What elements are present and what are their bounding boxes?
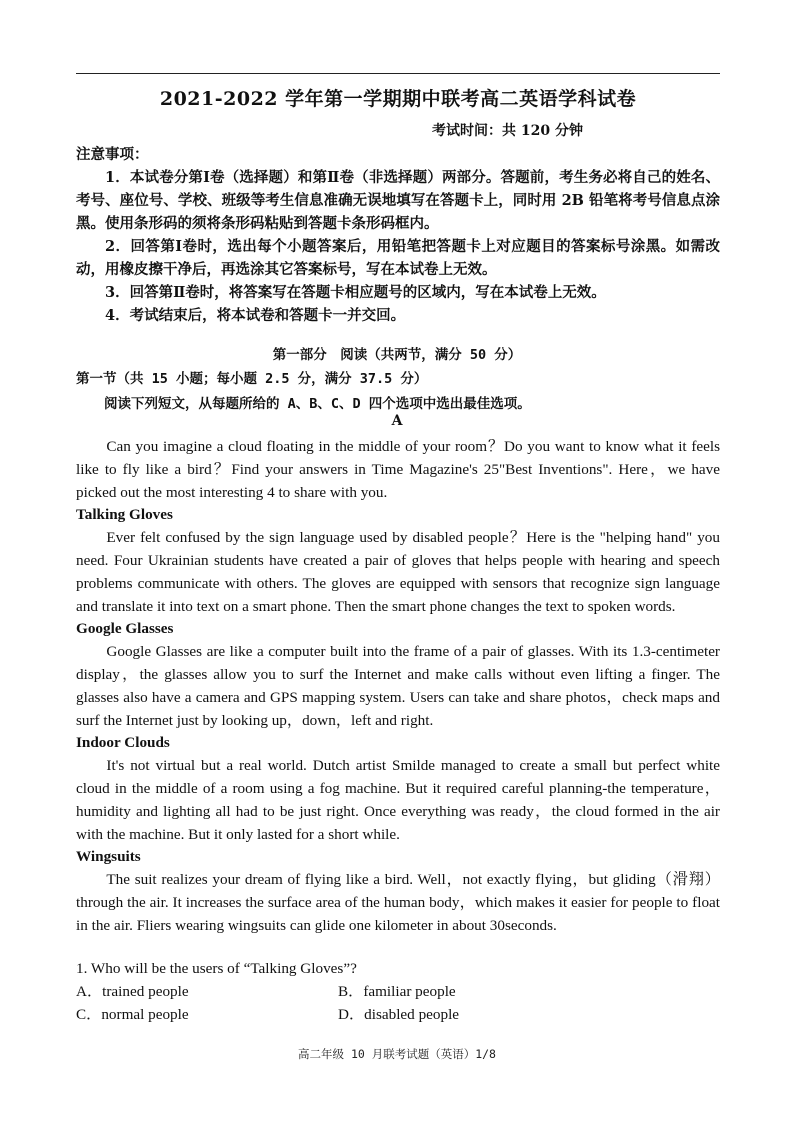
- notice-item: 1．本试卷分第Ⅰ卷（选择题）和第Ⅱ卷（非选择题）两部分。答题前，考生务必将自己的姓名、考号、座位号、学校、班级等考生信息准确无误地填写在答题卡上，同时用 2B 铅笔将考号信息点涂黑。使用条形码的须将条形码粘贴到答题卡条形码框内。: [76, 169, 720, 232]
- option-c: C．normal people: [76, 1005, 189, 1023]
- passage-heading: Wingsuits: [76, 848, 141, 866]
- passage-heading: Talking Gloves: [76, 506, 173, 524]
- notice-heading: 注意事项：: [76, 146, 149, 163]
- option-b: B．familiar people: [338, 982, 456, 1000]
- passage-paragraph: Google Glasses are like a computer built into the frame of a pair of glasses. With its 1.3-centimeter display，the glasses allow you to surf the Internet and make calls without even lifting a finger. The glasses also have a camera and GPS mapping system. Users can take and share photos，check maps and surf the Internet just by looking up，down，left and right.: [76, 643, 720, 729]
- part-title: 第一部分 阅读（共两节，满分 50 分）: [272, 347, 522, 363]
- option-a: A．trained people: [76, 982, 189, 1000]
- section-instruction: 阅读下列短文，从每题所给的 A、B、C、D 四个选项中选出最佳选项。: [104, 396, 531, 412]
- question-1: [76, 958, 720, 1026]
- option-d: D．disabled people: [338, 1005, 460, 1023]
- passage-body: [76, 436, 720, 938]
- passage-heading: Google Glasses: [76, 620, 174, 638]
- passage-paragraph: It's not virtual but a real world. Dutch artist Smilde managed to create a small but perfect white cloud in the middle of a room using a fog machine. But it required careful planning-the temperature，humidity and lighting all had to be just right. Once everything was ready，the cloud formed in the air with the machine. But it only lasted for a short while.: [76, 757, 720, 843]
- question-options: [76, 981, 720, 1027]
- notice-item: 3．回答第Ⅱ卷时，将答案写在答题卡相应题号的区域内，写在本试卷上无效。: [105, 284, 606, 301]
- exam-time: 考试时间：共 120 分钟: [432, 123, 583, 139]
- notice-item: 2．回答第Ⅰ卷时，选出每个小题答案后，用铅笔把答题卡上对应题目的答案标号涂黑。如需改动，用橡皮擦干净后，再选涂其它答案标号，写在本试卷上无效。: [76, 238, 720, 278]
- passage-heading: Indoor Clouds: [76, 734, 170, 752]
- question-stem: 1. Who will be the users of “Talking Gloves”?: [76, 960, 357, 977]
- page-footer: 高二年级 10 月联考试题（英语）1/8: [298, 1047, 496, 1061]
- notice-item: 4．考试结束后，将本试卷和答题卡一并交回。: [105, 307, 406, 324]
- passage-intro: Can you imagine a cloud floating in the middle of your room？Do you want to know what it feels like to fly like a bird？Find your answers in Time Magazine's 25"Best Inventions". Here，we have picked out the most interesting 4 to share with you.: [76, 438, 720, 501]
- header-rule: [76, 73, 720, 74]
- notice-list: [76, 166, 720, 327]
- passage-letter: A: [391, 413, 403, 429]
- exam-title: 2021-2022 学年第一学期期中联考高二英语学科试卷: [159, 88, 637, 110]
- passage-paragraph: The suit realizes your dream of flying like a bird. Well，not exactly flying，but gliding（滑翔）through the air. It increases the surface area of the human body，which makes it easier for people to float in the air. Fliers wearing wingsuits can glide one kilometer in about 30seconds.: [76, 871, 720, 934]
- section-title: 第一节（共 15 小题；每小题 2.5 分，满分 37.5 分）: [76, 371, 428, 387]
- passage-paragraph: Ever felt confused by the sign language used by disabled people？Here is the "helping hand" you need. Four Ukrainian students have created a pair of gloves that helps people with hearing and speech problems communicate with others. The gloves are equipped with sensors that recognize sign language and translate it into text on a smart phone. Then the smart phone changes the text to spoken words.: [76, 529, 720, 615]
